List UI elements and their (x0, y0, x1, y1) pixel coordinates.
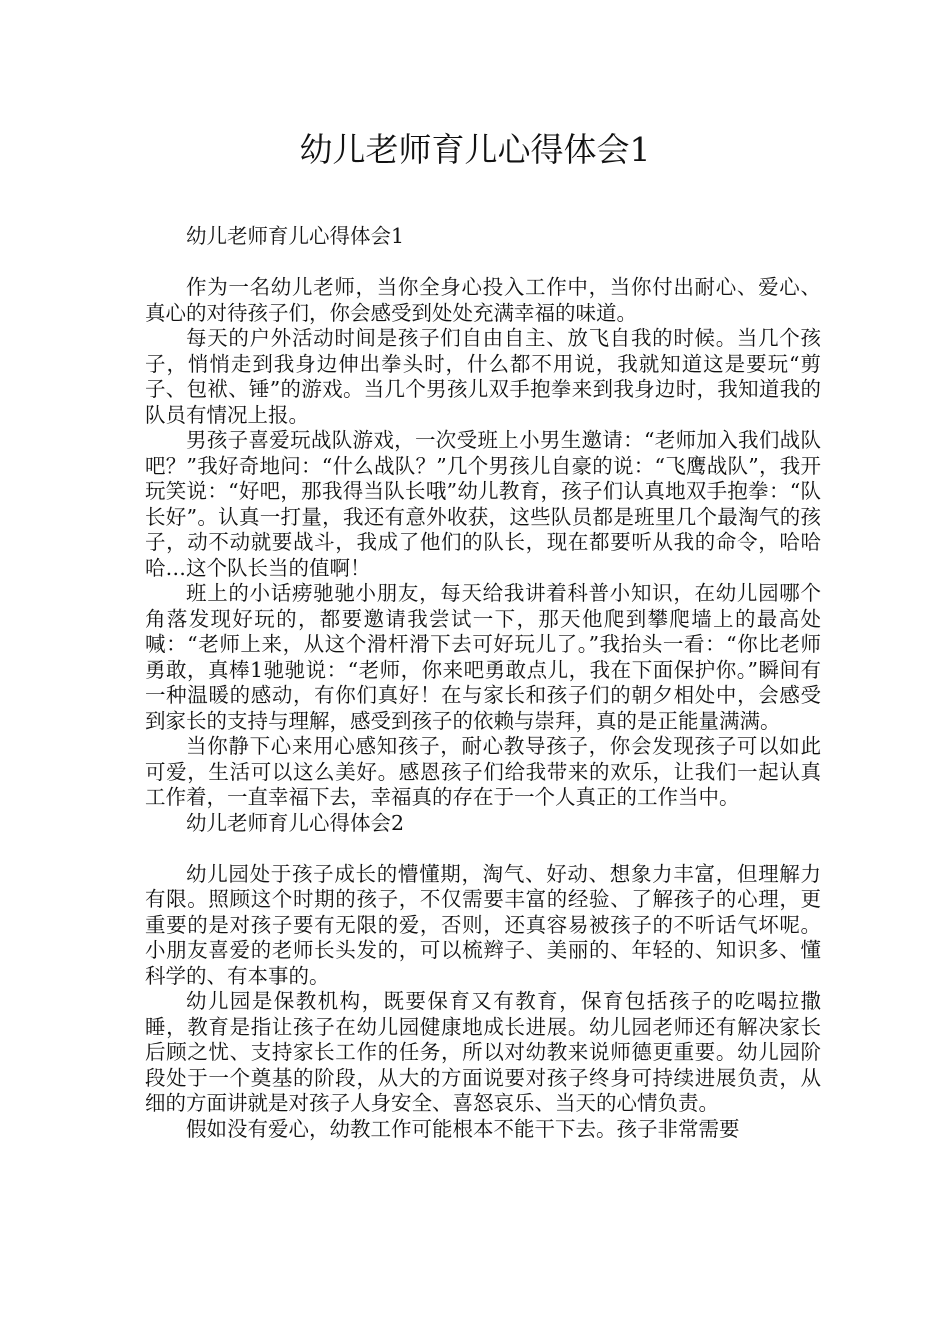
paragraph: 男孩子喜爱玩战队游戏，一次受班上小男生邀请：“老师加入我们战队吧？”我好奇地问：“什么战队？”几个男孩儿自豪的说：“飞鹰战队”，我开玩笑说：“好吧，那我得当队长哦”幼儿教育，孩子们认真地双手抱拳：“队长好”。认真一打量，我还有意外收获，这些队员都是班里几个最淘气的孩子，动不动就要战斗，我成了他们的队长，现在都要听从我的命令，哈哈哈…这个队长当的值啊！ (145, 428, 821, 580)
paragraph: 作为一名幼儿老师，当你全身心投入工作中，当你付出耐心、爱心、真心的对待孩子们，你会感受到处处充满幸福的味道。 (145, 275, 821, 325)
paragraph: 幼儿园是保教机构，既要保育又有教育，保育包括孩子的吃喝拉撒睡，教育是指让孩子在幼儿园健康地成长进展。幼儿园老师还有解决家长后顾之忧、支持家长工作的任务，所以对幼教来说师德更重要。幼儿园阶段处于一个奠基的阶段，从大的方面说要对孩子终身可持续进展负责，从细的方面讲就是对孩子人身安全、喜怒哀乐、当天的心情负责。 (145, 989, 821, 1115)
document-title: 幼儿老师育儿心得体会1 (299, 130, 651, 169)
paragraph: 每天的户外活动时间是孩子们自由自主、放飞自我的时候。当几个孩子，悄悄走到我身边伸出拳头时，什么都不用说，我就知道这是要玩“剪子、包袱、锤”的游戏。当几个男孩儿双手抱拳来到我身边时，我知道我的队员有情况上报。 (145, 326, 821, 427)
paragraph: 假如没有爱心，幼教工作可能根本不能干下去。孩子非常需要 (186, 1116, 740, 1141)
paragraph: 班上的小话痨驰驰小朋友，每天给我讲着科普小知识，在幼儿园哪个角落发现好玩的，都要邀请我尝试一下，那天他爬到攀爬墙上的最高处喊：“老师上来，从这个滑杆滑下去可好玩儿了。”我抬头一看：“你比老师勇敢，真棒1驰驰说：“老师，你来吧勇敢点儿，我在下面保护你。”瞬间有一种温暖的感动，有你们真好！在与家长和孩子们的朝夕相处中，会感受到家长的支持与理解，感受到孩子的依赖与崇拜，真的是正能量满满。 (145, 581, 821, 733)
blank-line (145, 836, 821, 862)
section-heading: 幼儿老师育儿心得体会1 (186, 224, 405, 248)
paragraph: 幼儿园处于孩子成长的懵懂期，淘气、好动、想象力丰富，但理解力有限。照顾这个时期的孩子，不仅需要丰富的经验、了解孩子的心理，更重要的是对孩子要有无限的爱，否则，还真容易被孩子的不听话气坏呢。小朋友喜爱的老师长头发的，可以梳辫子、美丽的、年轻的、知识多、懂科学的、有本事的。 (145, 861, 821, 988)
document-body (145, 224, 821, 1142)
blank-line (145, 250, 821, 276)
paragraph: 当你静下心来用心感知孩子，耐心教导孩子，你会发现孩子可以如此可爱，生活可以这么美好。感恩孩子们给我带来的欢乐，让我们一起认真工作着，一直幸福下去，幸福真的存在于一个人真正的工作当中。 (145, 734, 821, 809)
section-heading: 幼儿老师育儿心得体会2 (186, 810, 405, 835)
